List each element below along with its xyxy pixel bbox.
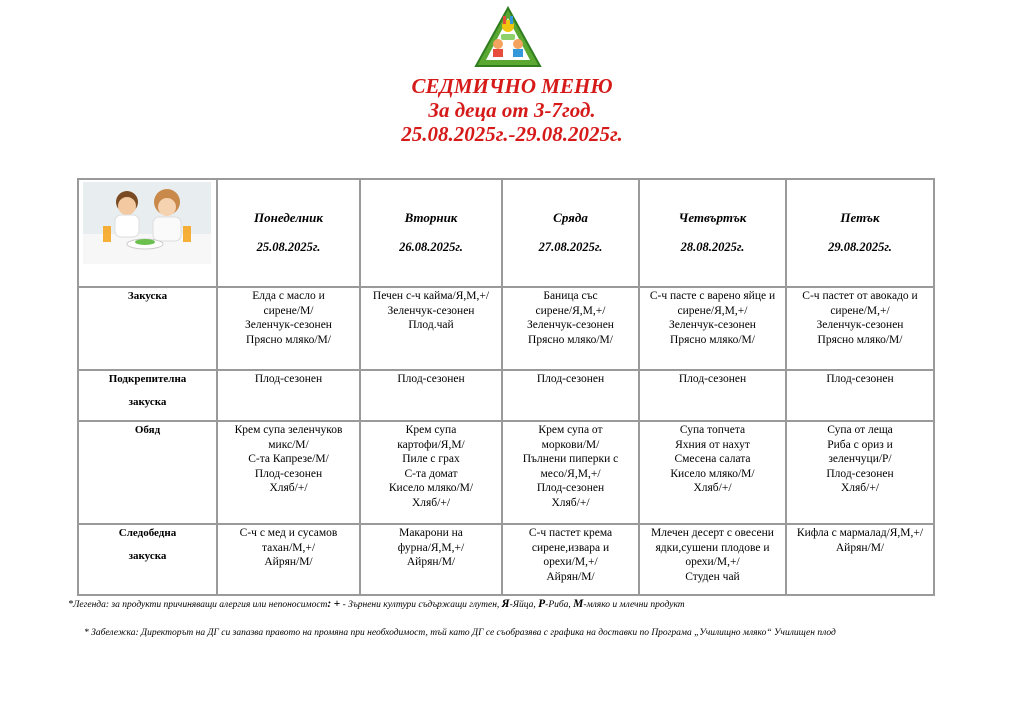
menu-line: Хляб/+/ <box>411 496 451 509</box>
menu-line: Айрян/М/ <box>835 541 885 554</box>
menu-cell <box>786 287 934 370</box>
menu-line: Плод-сезонен <box>826 467 894 480</box>
menu-line: Кисело мляко/М/ <box>670 467 755 480</box>
menu-line: месо/Я,М,+/ <box>540 467 601 480</box>
allergen-legend: *Легенда: за продукти причиняващи алергия или непоносимост: + - Зърнени култури съдържащи глутен, Я-Яйца, Р-Риба, М-мляко и млечни продукт <box>68 598 685 610</box>
menu-line: Плод-сезонен <box>254 373 323 385</box>
menu-line: микс/М/ <box>268 438 309 451</box>
menu-cell <box>502 287 639 370</box>
menu-cell <box>217 524 360 595</box>
menu-line: Супа топчета <box>679 424 746 436</box>
menu-line: зеленчуци/Р/ <box>828 453 892 466</box>
menu-line: Зеленчук-сезонен <box>527 319 614 332</box>
menu-line: моркови/М/ <box>541 438 600 451</box>
menu-line: сирене/Я,М,+/ <box>677 304 748 317</box>
menu-line: Плод-сезонен <box>536 373 605 385</box>
menu-line: Прясно мляко/М/ <box>817 333 903 346</box>
menu-line: Пиле с грах <box>402 453 460 466</box>
meal-label-breakfast: Закуска <box>78 287 217 370</box>
menu-line: Печен с-ч кайма/Я,М,+/ <box>372 290 490 302</box>
title-line-3: 25.08.2025г.-29.08.2025г. <box>401 122 623 146</box>
menu-line: Айрян/М/ <box>264 556 313 569</box>
day-header-monday: Понеделник 25.08.2025г. <box>217 179 360 287</box>
menu-line: Айрян/М/ <box>546 570 595 583</box>
menu-cell <box>639 524 786 595</box>
menu-line: Прясно мляко/М/ <box>528 333 613 346</box>
menu-cell <box>360 421 502 524</box>
menu-line: Смесена салата <box>674 453 751 466</box>
day-header-tuesday: Вторник 26.08.2025г. <box>360 179 502 287</box>
menu-line: Хляб/+/ <box>840 482 880 495</box>
menu-cell <box>360 287 502 370</box>
menu-line: Пълнени пиперки с <box>522 453 619 466</box>
menu-cell <box>786 524 934 595</box>
menu-line: Зеленчук-сезонен <box>245 319 332 332</box>
menu-line: сирене/Я,М,+/ <box>535 304 606 317</box>
menu-cell <box>786 421 934 524</box>
kindergarten-logo <box>472 4 544 72</box>
menu-line: ядки,сушени плодове и <box>655 541 770 554</box>
photo-cell <box>78 179 217 287</box>
day-header-friday: Петък 29.08.2025г. <box>786 179 934 287</box>
menu-line: Студен чай <box>685 570 740 583</box>
menu-line: Зеленчук-сезонен <box>387 304 475 317</box>
menu-line: Крем супа от <box>538 424 603 436</box>
menu-line: Крем супа <box>405 424 457 436</box>
meal-label-lunch: Обяд <box>78 421 217 524</box>
menu-cell <box>217 287 360 370</box>
footer-note: * Забележка: Директорът на ДГ си запазва правото на промяна при необходимост, тъй като ДГ се съобразява с графика на доставки по Програма „Училищно мляко“ Училищен плод <box>84 628 836 638</box>
menu-line: Хляб/+/ <box>269 482 308 495</box>
menu-cell <box>502 370 639 421</box>
menu-line: Макарони на <box>399 527 463 539</box>
page-title <box>0 74 1024 146</box>
menu-line: Елда с масло и <box>252 290 325 302</box>
afternoon-snack-row <box>78 524 934 595</box>
menu-line: сирене,извара и <box>531 541 610 554</box>
menu-line: сирене/М,+/ <box>830 304 890 317</box>
menu-line: Плод-сезонен <box>536 482 605 495</box>
menu-cell <box>786 370 934 421</box>
children-eating-photo <box>83 182 211 264</box>
menu-cell <box>639 287 786 370</box>
title-line-2: За деца от 3-7год. <box>428 98 596 122</box>
menu-cell <box>360 524 502 595</box>
snack-row <box>78 370 934 421</box>
menu-cell <box>217 421 360 524</box>
menu-cell <box>502 524 639 595</box>
menu-line: орехи/М,+/ <box>685 556 740 569</box>
lunch-row <box>78 421 934 524</box>
menu-line: Хляб/+/ <box>551 496 590 509</box>
menu-line: орехи/М,+/ <box>543 556 598 569</box>
menu-line: Плод-сезонен <box>678 373 747 385</box>
menu-line: С-ч с мед и сусамов <box>239 527 338 539</box>
menu-line: тахан/М,+/ <box>261 541 316 554</box>
menu-line: Плод-сезонен <box>826 373 894 385</box>
menu-line: С-ч пасте с варено яйце и <box>649 290 776 302</box>
menu-line: сирене/М/ <box>263 304 314 317</box>
menu-line: Кифла с мармалад/Я,М,+/ <box>796 527 924 539</box>
title-line-1: СЕДМИЧНО МЕНЮ <box>411 74 613 98</box>
menu-line: Хляб/+/ <box>693 482 732 495</box>
menu-line: С-та Капрезе/М/ <box>248 453 329 466</box>
menu-line: фурна/Я,М,+/ <box>397 541 465 554</box>
menu-cell <box>217 370 360 421</box>
menu-line: Зеленчук-сезонен <box>669 319 756 332</box>
menu-line: Зеленчук-сезонен <box>816 319 904 332</box>
day-header-wednesday: Сряда 27.08.2025г. <box>502 179 639 287</box>
menu-line: Риба с ориз и <box>827 438 893 451</box>
menu-line: Плод-сезонен <box>397 373 465 385</box>
meal-label-afternoon: Следобедна закуска <box>78 524 217 595</box>
menu-line: С-ч пастет от авокадо и <box>802 290 918 302</box>
menu-line: Баница със <box>543 290 598 302</box>
menu-line: Супа от леща <box>827 424 893 436</box>
table-header-row <box>78 179 934 287</box>
day-header-thursday: Четвъртък 28.08.2025г. <box>639 179 786 287</box>
meal-label-snack: Подкрепителна закуска <box>78 370 217 421</box>
menu-line: Плод-сезонен <box>254 467 323 480</box>
menu-line: Прясно мляко/М/ <box>670 333 755 346</box>
menu-line: Млечен десерт с овесени <box>651 527 774 539</box>
menu-line: Яхния от нахут <box>675 438 750 451</box>
menu-line: Крем супа зеленчуков <box>234 424 343 436</box>
weekly-menu-table <box>77 178 935 596</box>
breakfast-row <box>78 287 934 370</box>
menu-cell <box>360 370 502 421</box>
menu-line: С-ч пастет крема <box>528 527 613 539</box>
menu-line: С-та домат <box>404 467 458 480</box>
menu-line: Айрян/М/ <box>406 556 456 569</box>
menu-cell <box>502 421 639 524</box>
menu-line: Прясно мляко/М/ <box>246 333 331 346</box>
menu-cell <box>639 421 786 524</box>
menu-line: Плод.чай <box>408 319 454 332</box>
menu-cell <box>639 370 786 421</box>
menu-line: картофи/Я,М/ <box>397 438 465 451</box>
menu-line: Кисело мляко/М/ <box>388 482 474 495</box>
